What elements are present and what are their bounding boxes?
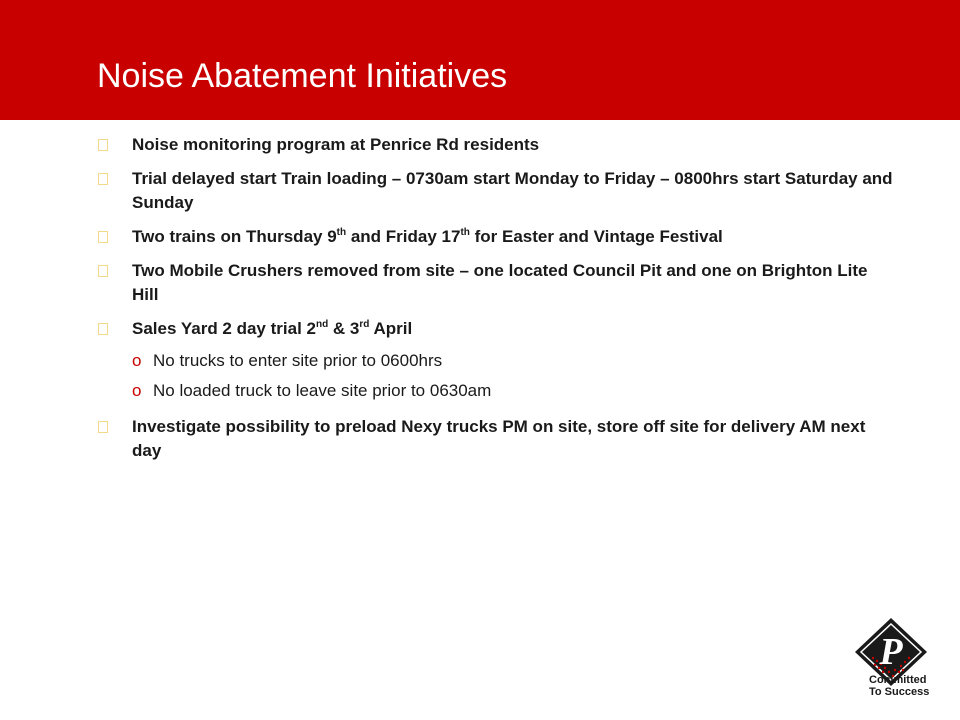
bullet-item: Trial delayed start Train loading – 0730am start Monday to Friday – 0800hrs start Saturday and Sunday bbox=[97, 167, 897, 215]
sub-bullet-marker: o bbox=[132, 381, 142, 400]
bullet-marker-icon bbox=[98, 231, 108, 243]
sub-bullet-item: o No loaded truck to leave site prior to 0630am bbox=[97, 379, 897, 403]
bullet-marker-icon bbox=[98, 139, 108, 151]
sub-bullet-marker: o bbox=[132, 351, 142, 370]
bullet-marker-icon bbox=[98, 173, 108, 185]
logo-letter: P bbox=[879, 631, 903, 673]
bullet-item: Two trains on Thursday 9th and Friday 17th for Easter and Vintage Festival bbox=[97, 225, 897, 249]
title-banner bbox=[0, 0, 960, 120]
bullet-marker-icon bbox=[98, 323, 108, 335]
bullet-item: Sales Yard 2 day trial 2nd & 3rd April bbox=[97, 317, 897, 341]
bullet-item: Noise monitoring program at Penrice Rd residents bbox=[97, 133, 897, 157]
bullet-item: Investigate possibility to preload Nexy trucks PM on site, store off site for delivery AM next day bbox=[97, 415, 897, 463]
sub-bullet-item: o No trucks to enter site prior to 0600hrs bbox=[97, 349, 897, 373]
bullet-list bbox=[97, 133, 897, 471]
logo-tagline: Committed To Success bbox=[869, 674, 930, 698]
bullet-item: Two Mobile Crushers removed from site – one located Council Pit and one on Brighton Lite Hill bbox=[97, 259, 897, 307]
bullet-marker-icon bbox=[98, 265, 108, 277]
slide-title: Noise Abatement Initiatives bbox=[97, 57, 508, 95]
bullet-marker-icon bbox=[98, 421, 108, 433]
